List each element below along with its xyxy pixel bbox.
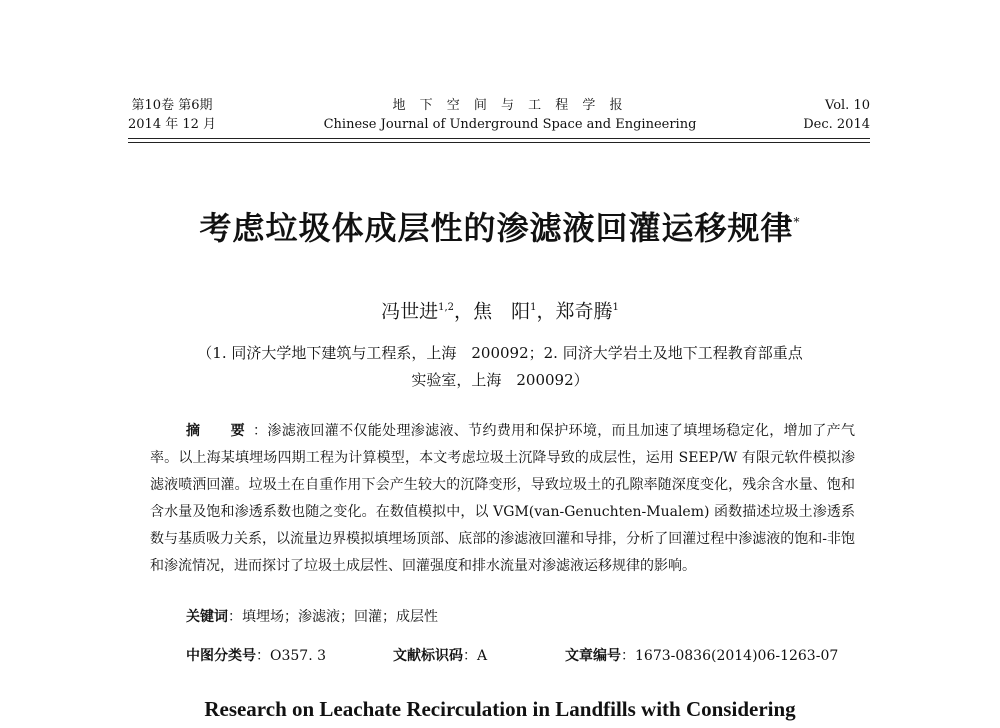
clc-value: ：O357. 3 (256, 648, 327, 664)
article-number-label: 文章编号 (565, 648, 621, 664)
article-number-value: ：1673-0836(2014)06-1263-07 (621, 648, 839, 664)
author-affiliation-mark: 1 (530, 302, 537, 313)
article-number (565, 645, 838, 667)
affiliation-line: 实验室，上海 200092） (411, 371, 589, 389)
header-volume-block (803, 96, 870, 134)
author-name: 郑奇腾 (555, 300, 613, 323)
abstract-label: 摘 要 (186, 423, 254, 439)
keywords-label: 关键词 (186, 609, 228, 625)
abstract (150, 418, 855, 580)
header-journal-cn: 地 下 空 间 与 工 程 学 报 (392, 98, 628, 113)
header-date-en: Dec. 2014 (803, 117, 870, 132)
document-code-value: ：A (463, 648, 488, 664)
document-code (393, 645, 487, 667)
abstract-text: ：渗滤液回灌不仅能处理渗滤液、节约费用和保护环境，而且加速了填埋场稳定化，增加了产气率。以上海某填埋场四期工程为计算模型，本文考虑垃圾土沉降导致的成层性，运用 SEEP/W 有限元软件模拟渗滤液喷洒回灌。垃圾土在自重作用下会产生较大的沉降变形，导致垃圾土的孔隙率随深度变化，残余含水量、饱和含水量及饱和渗透系数也随之变化。在数值模拟中，以 VGM(van-Genuchten-Mualem) 函数描述垃圾土渗透系数与基质吸力关系，以流量边界模拟填埋场顶部、底部的渗滤液回灌和导排，分析了回灌过程中渗滤液的饱和-非饱和渗流情况，进而探讨了垃圾土成层性、回灌强度和排水流量对渗滤液运移规律的影响。 (150, 423, 856, 574)
author-affiliation-mark: 1,2 (438, 302, 455, 313)
title-footnote-mark: * (793, 215, 801, 229)
author-affiliation-mark: 1 (612, 302, 619, 313)
paper-title-text: 考虑垃圾体成层性的渗滤液回灌运移规律 (199, 209, 794, 247)
header-date-cn: 2014 年 12 月 (128, 117, 217, 132)
paper-title (0, 206, 1000, 250)
author-name: 冯世进 (381, 300, 439, 323)
header-journal-en: Chinese Journal of Underground Space and Engineering (323, 117, 697, 132)
affiliations (150, 340, 850, 394)
header-rule-thin (128, 142, 870, 143)
header-issue-block (128, 96, 216, 134)
clc-label: 中图分类号 (186, 648, 256, 664)
document-code-label: 文献标识码 (393, 648, 463, 664)
clc-number (186, 645, 326, 667)
keywords (186, 606, 438, 628)
english-title: Research on Leachate Recirculation in Landfills with Considering (204, 697, 796, 721)
header-rule-thick (128, 138, 870, 139)
author-list: 冯世进$^{1,2}$，焦 阳$^1$，郑奇腾$^1$ (381, 300, 619, 323)
header-issue: 第10卷 第6期 (131, 98, 213, 113)
header-volume: Vol. 10 (825, 98, 870, 113)
header-journal-block (300, 96, 720, 134)
author-name: 焦 阳 (473, 300, 531, 323)
keywords-text: ：填埋场；渗滤液；回灌；成层性 (228, 609, 438, 625)
affiliation-line: （1. 同济大学地下建筑与工程系，上海 200092；2. 同济大学岩土及地下工程教育部重点 (197, 344, 803, 362)
